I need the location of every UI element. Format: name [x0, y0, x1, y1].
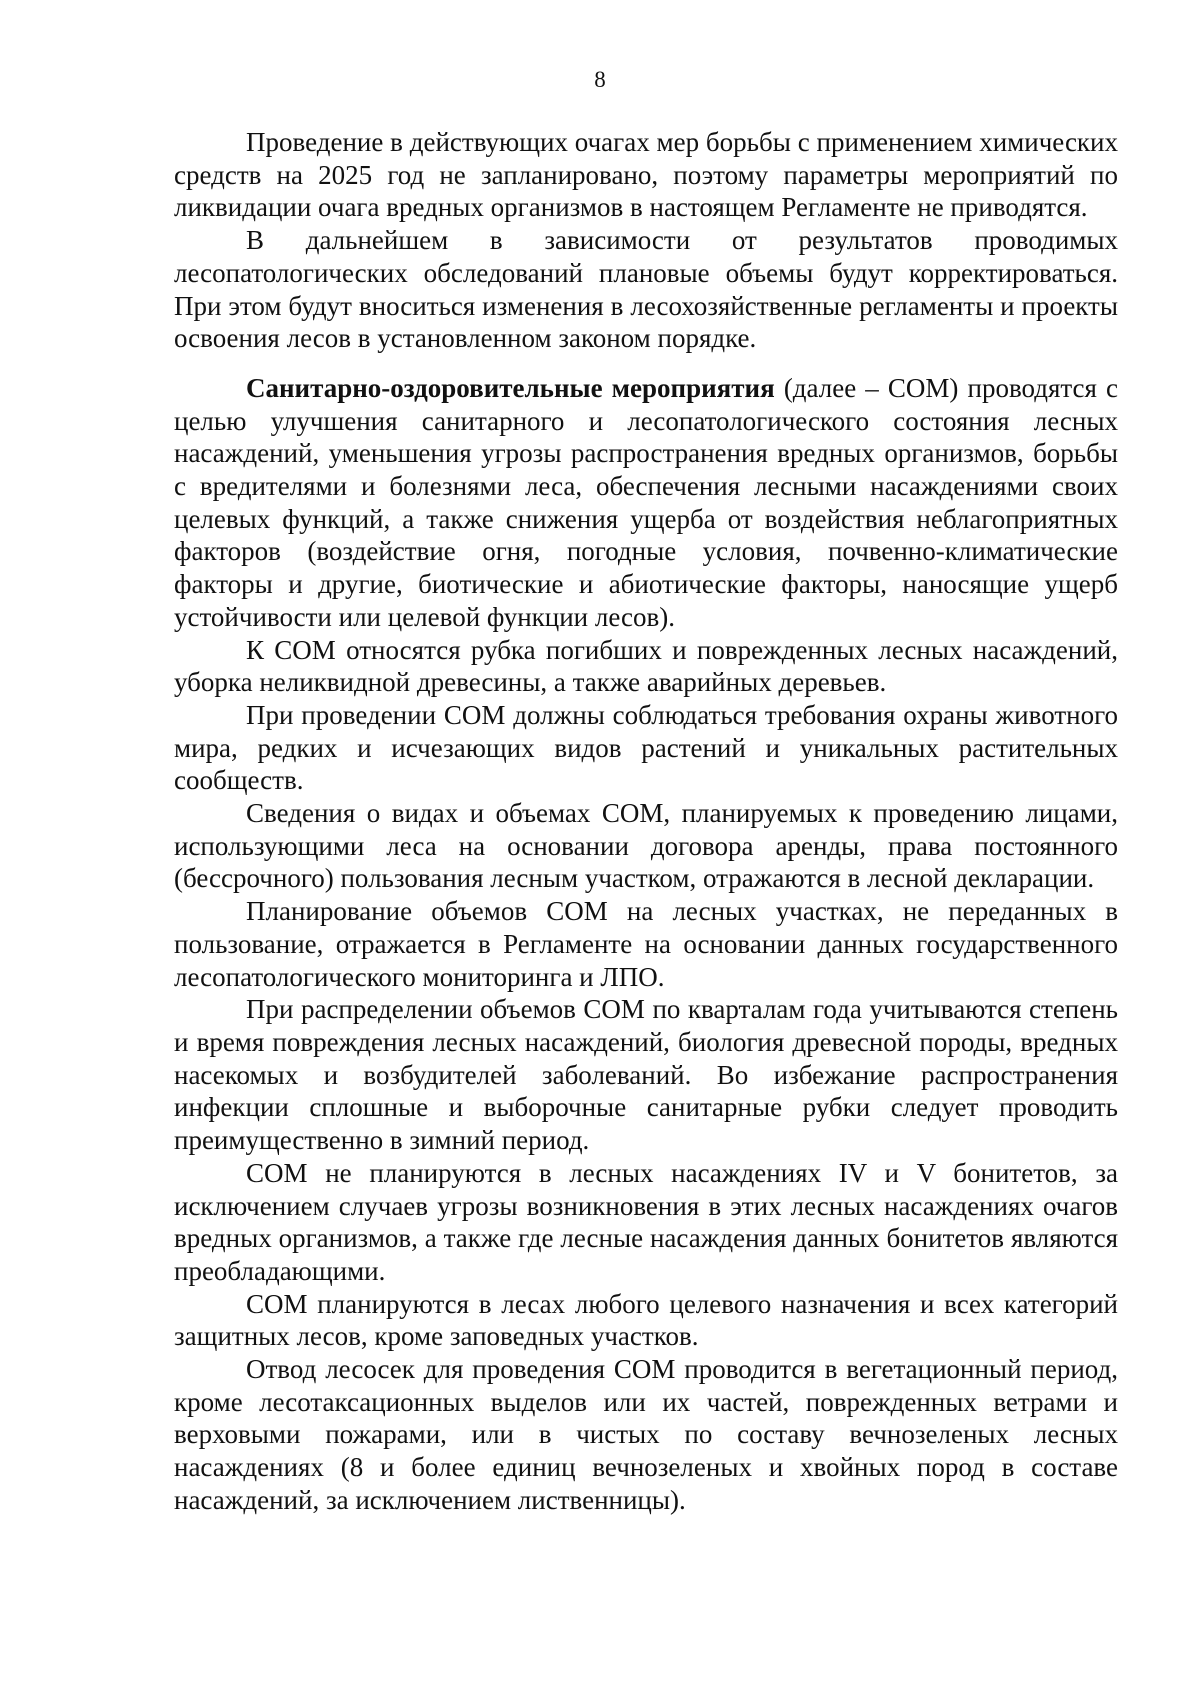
paragraph-som-forest-purpose [174, 1288, 1118, 1353]
paragraph-text: СОМ не планируются в лесных насаждениях IV и V бонитетов, за исключением случаев угрозы возникновения в этих лесных насаждениях очагов вредных организмов, а также где лесные насаждения данных бонитетов являются преобладающими. [174, 1157, 1118, 1286]
document-body [174, 126, 1118, 1517]
page-number: 8 [594, 67, 606, 92]
paragraph-som-allotment [174, 1353, 1118, 1517]
paragraph-som-requirements [174, 699, 1118, 797]
paragraph-som-planning [174, 895, 1118, 993]
paragraph-text: СОМ планируются в лесах любого целевого назначения и всех категорий защитных лесов, кроме заповедных участков. [174, 1288, 1118, 1352]
paragraph-som-declaration [174, 797, 1118, 895]
paragraph-som-distribution [174, 993, 1118, 1157]
paragraph-text: К СОМ относятся рубка погибших и поврежденных лесных насаждений, уборка неликвидной древесины, а также аварийных деревьев. [174, 634, 1118, 698]
paragraph-text: Планирование объемов СОМ на лесных участках, не переданных в пользование, отражается в Регламенте на основании данных государственного лесопатологического мониторинга и ЛПО. [174, 896, 1118, 992]
paragraph-som-includes [174, 634, 1118, 699]
paragraph-chemical-measures [174, 126, 1118, 224]
paragraph-text: (далее – СОМ) проводятся с целью улучшения санитарного и лесопатологического состояния лесных насаждений, уменьшения угрозы распространения вредных организмов, борьбы с вредителями и болезнями леса, обеспечения лесными насаждениями своих целевых функций, а также снижения ущерба от воздействия неблагоприятных факторов (воздействие огня, погодные условия, почвенно-климатические факторы и другие, биотические и абиотические факторы, наносящие ущерб устойчивости или целевой функции лесов). [174, 372, 1118, 632]
paragraph-text: В дальнейшем в зависимости от результатов проводимых лесопатологических обследований плановые объемы будут корректироваться. При этом будут вноситься изменения в лесохозяйственные регламенты и проекты освоения лесов в установленном законом порядке. [174, 225, 1118, 354]
section-heading-inline: Санитарно-оздоровительные мероприятия [246, 372, 775, 403]
paragraph-future-adjustments [174, 224, 1118, 355]
paragraph-text: При проведении СОМ должны соблюдаться требования охраны животного мира, редких и исчезающих видов растений и уникальных растительных сообществ. [174, 699, 1118, 796]
paragraph-som-bonitet [174, 1157, 1118, 1288]
paragraph-text: Отвод лесосек для проведения СОМ проводится в вегетационный период, кроме лесотаксационных выделов или их частей, поврежденных ветрами и верховыми пожарами, или в чистых по составу вечнозеленых лесных насаждениях (8 и более единиц вечнозеленых и хвойных пород в составе насаждений, за исключением лиственницы). [174, 1354, 1118, 1515]
paragraph-text: Проведение в действующих очагах мер борьбы с применением химических средств на 2025 год не запланировано, поэтому параметры мероприятий по ликвидации очага вредных организмов в настоящем Регламенте не приводятся. [174, 127, 1118, 223]
paragraph-text: При распределении объемов СОМ по кварталам года учитываются степень и время повреждения лесных насаждений, биология древесной породы, вредных насекомых и возбудителей заболеваний. Во избежание распространения инфекции сплошные и выборочные санитарные рубки следует проводить преимущественно в зимний период. [174, 994, 1118, 1156]
paragraph-som-definition [174, 372, 1118, 634]
paragraph-text: Сведения о видах и объемах СОМ, планируемых к проведению лицами, использующими леса на основании договора аренды, права постоянного (бессрочного) пользования лесным участком, отражаются в лесной декларации. [174, 798, 1118, 894]
